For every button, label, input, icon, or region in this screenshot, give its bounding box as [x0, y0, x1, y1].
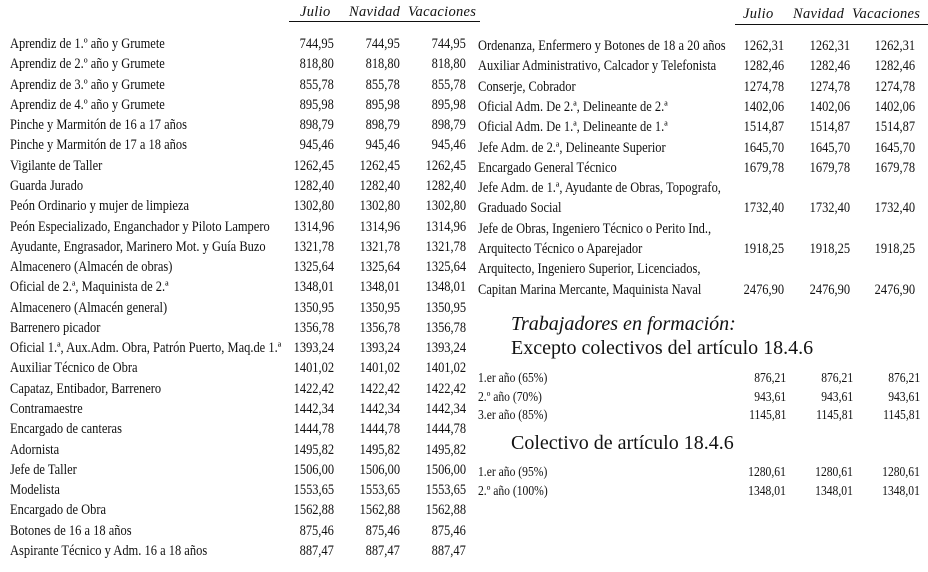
row-value: 1422,42 — [425, 380, 466, 397]
row-label: Ordenanza, Enfermero y Botones de 18 a 20 años — [478, 38, 726, 54]
row-label: Pinche y Marmitón de 16 a 17 años — [10, 117, 187, 134]
row-value: 895,98 — [299, 96, 334, 113]
row-label: Encargado General Técnico — [478, 159, 617, 176]
row-value: 1562,88 — [293, 502, 334, 519]
training-title: Trabajadores en formación: — [511, 313, 736, 335]
row-value: 1422,42 — [359, 380, 400, 397]
row-label: Aspirante Técnico y Adm. 16 a 18 años — [10, 543, 208, 559]
row-value: 1302,80 — [293, 198, 334, 215]
row-value: 945,46 — [365, 137, 400, 154]
row-value: 1282,40 — [425, 177, 466, 194]
row-value: 1282,40 — [359, 177, 400, 194]
row-label: Arquitecto Técnico o Aparejador — [478, 241, 643, 257]
row-value: 895,98 — [365, 96, 400, 113]
row-value: 1282,46 — [809, 58, 850, 75]
row-value: 1282,46 — [743, 58, 784, 75]
row-value: 1302,80 — [359, 198, 400, 215]
row-value: 887,47 — [365, 543, 400, 559]
row-label: Oficial Adm. De 2.ª, Delineante de 2.ª — [478, 98, 668, 115]
row-value: 855,78 — [431, 76, 466, 93]
row-value: 1350,95 — [359, 299, 400, 316]
row-value: 1321,78 — [293, 238, 334, 255]
row-value: 2476,90 — [874, 281, 915, 298]
row-value: 1442,34 — [359, 401, 400, 418]
section1-title: Excepto colectivos del artículo 18.4.6 — [511, 337, 814, 359]
row-value: 1302,80 — [425, 198, 466, 215]
row-value: 1282,46 — [874, 58, 915, 75]
training-row-label: 1.er año (65%) — [478, 370, 548, 385]
row-label: Ayudante, Engrasador, Marinero Mot. y Guía Buzo — [10, 238, 266, 255]
training-row-label: 1.er año (95%) — [478, 464, 548, 479]
row-value: 1401,02 — [293, 360, 334, 377]
training-row-value: 1348,01 — [882, 482, 920, 498]
row-value: 1325,64 — [425, 259, 466, 276]
header-navidad: Navidad — [349, 4, 401, 20]
row-value: 1321,78 — [359, 238, 400, 255]
row-value: 898,79 — [299, 117, 334, 134]
row-value: 1325,64 — [359, 259, 400, 276]
row-value: 1562,88 — [425, 502, 466, 519]
row-value: 1282,40 — [293, 177, 334, 194]
row-value: 1495,82 — [359, 441, 400, 458]
row-label: Jefe Adm. de 1.ª, Ayudante de Obras, Topografo, — [478, 180, 721, 197]
row-value: 1679,78 — [874, 159, 915, 176]
row-label: Aprendiz de 2.º año y Grumete — [10, 56, 165, 73]
row-value: 1314,96 — [425, 218, 466, 235]
row-label: Aprendiz de 4.º año y Grumete — [10, 96, 165, 113]
row-value: 1401,02 — [359, 360, 400, 377]
row-value: 1645,70 — [743, 139, 784, 156]
row-value: 1732,40 — [809, 200, 850, 217]
row-value: 1514,87 — [743, 119, 784, 136]
row-value: 744,95 — [365, 36, 400, 52]
row-value: 2476,90 — [743, 281, 784, 298]
row-value: 1444,78 — [293, 421, 334, 438]
row-value: 1262,31 — [743, 38, 784, 54]
training-row-value: 1280,61 — [748, 464, 786, 479]
training-row-value: 943,61 — [754, 388, 786, 404]
row-label: Peón Especializado, Enganchador y Piloto Lampero — [10, 218, 270, 235]
row-value: 1348,01 — [293, 279, 334, 296]
training-row-value: 1145,81 — [815, 407, 853, 422]
row-value: 1495,82 — [425, 441, 466, 458]
row-value: 1918,25 — [743, 241, 784, 257]
row-label: Auxiliar Administrativo, Calcador y Telefonista — [478, 58, 717, 75]
row-value: 1732,40 — [743, 200, 784, 217]
row-label: Modelista — [10, 482, 60, 499]
row-value: 875,46 — [365, 522, 400, 539]
header-julio: Julio — [743, 6, 774, 22]
header-vacaciones: Vacaciones — [408, 4, 477, 20]
row-value: 1402,06 — [809, 98, 850, 115]
training-row-value: 1348,01 — [748, 482, 786, 498]
row-value: 1393,24 — [359, 340, 400, 357]
row-value: 1350,95 — [425, 299, 466, 316]
row-label: Oficial Adm. De 1.ª, Delineante de 1.ª — [478, 119, 668, 136]
row-value: 2476,90 — [809, 281, 850, 298]
row-value: 898,79 — [431, 117, 466, 134]
row-value: 855,78 — [365, 76, 400, 93]
training-row-label: 2.º año (70%) — [478, 388, 542, 404]
row-value: 1645,70 — [874, 139, 915, 156]
row-value: 1356,78 — [425, 319, 466, 336]
row-label: Adornista — [10, 441, 60, 458]
row-label: Pinche y Marmitón de 17 a 18 años — [10, 137, 187, 154]
row-label: Oficial de 2.ª, Maquinista de 2.ª — [10, 279, 169, 296]
row-value: 1422,42 — [293, 380, 334, 397]
row-label: Graduado Social — [478, 200, 562, 217]
row-value: 1356,78 — [293, 319, 334, 336]
row-value: 1350,95 — [293, 299, 334, 316]
row-label: Almacenero (Almacén general) — [10, 299, 168, 316]
row-value: 1262,31 — [809, 38, 850, 54]
row-value: 1402,06 — [874, 98, 915, 115]
row-value: 744,95 — [299, 36, 334, 52]
row-value: 945,46 — [299, 137, 334, 154]
row-label: Peón Ordinario y mujer de limpieza — [10, 198, 190, 215]
header-rule — [289, 21, 480, 22]
row-value: 1645,70 — [809, 139, 850, 156]
row-value: 1514,87 — [874, 119, 915, 136]
row-label: Encargado de canteras — [10, 421, 122, 438]
section2-title: Colectivo de artículo 18.4.6 — [511, 432, 734, 454]
row-label: Capitan Marina Mercante, Maquinista Naval — [478, 281, 702, 298]
row-value: 887,47 — [431, 543, 466, 559]
row-value: 818,80 — [431, 56, 466, 73]
row-value: 1506,00 — [359, 461, 400, 478]
row-value: 1506,00 — [293, 461, 334, 478]
row-value: 1356,78 — [359, 319, 400, 336]
header-navidad: Navidad — [793, 6, 845, 22]
row-label: Jefe Adm. de 2.ª, Delineante Superior — [478, 139, 666, 156]
training-row-value: 1280,61 — [815, 464, 853, 479]
row-value: 1314,96 — [359, 218, 400, 235]
row-label: Contramaestre — [10, 401, 83, 418]
row-label: Auxiliar Técnico de Obra — [10, 360, 138, 377]
row-value: 1402,06 — [743, 98, 784, 115]
header-rule — [735, 24, 928, 25]
training-row-value: 876,21 — [821, 370, 853, 385]
training-row-value: 1145,81 — [748, 407, 786, 422]
row-value: 1442,34 — [425, 401, 466, 418]
row-label: Conserje, Cobrador — [478, 78, 576, 95]
row-value: 895,98 — [431, 96, 466, 113]
training-row-value: 1280,61 — [882, 464, 920, 479]
row-value: 1401,02 — [425, 360, 466, 377]
row-value: 1553,65 — [293, 482, 334, 499]
row-value: 1553,65 — [425, 482, 466, 499]
training-row-value: 1348,01 — [815, 482, 853, 498]
row-value: 1321,78 — [425, 238, 466, 255]
training-row-value: 876,21 — [754, 370, 786, 385]
row-value: 1262,45 — [293, 157, 334, 174]
header-julio: Julio — [300, 4, 331, 20]
row-value: 1514,87 — [809, 119, 850, 136]
row-value: 818,80 — [299, 56, 334, 73]
row-value: 1262,45 — [425, 157, 466, 174]
row-value: 1274,78 — [874, 78, 915, 95]
row-label: Aprendiz de 3.º año y Grumete — [10, 76, 165, 93]
row-label: Vigilante de Taller — [10, 157, 103, 174]
row-value: 1442,34 — [293, 401, 334, 418]
row-label: Almacenero (Almacén de obras) — [10, 259, 173, 276]
row-label: Botones de 16 a 18 años — [10, 522, 132, 539]
row-value: 744,95 — [431, 36, 466, 52]
row-value: 1393,24 — [425, 340, 466, 357]
row-label: Barrenero picador — [10, 319, 101, 336]
row-value: 1562,88 — [359, 502, 400, 519]
row-value: 1495,82 — [293, 441, 334, 458]
training-row-label: 3.er año (85%) — [478, 407, 548, 422]
training-row-value: 876,21 — [888, 370, 920, 385]
row-value: 855,78 — [299, 76, 334, 93]
row-value: 1348,01 — [425, 279, 466, 296]
training-row-value: 943,61 — [821, 388, 853, 404]
row-value: 1732,40 — [874, 200, 915, 217]
row-value: 1918,25 — [874, 241, 915, 257]
row-label: Guarda Jurado — [10, 177, 84, 194]
header-vacaciones: Vacaciones — [852, 6, 921, 22]
row-label: Encargado de Obra — [10, 502, 107, 519]
row-label: Aprendiz de 1.º año y Grumete — [10, 36, 165, 52]
training-row-value: 1145,81 — [882, 407, 920, 422]
row-value: 1393,24 — [293, 340, 334, 357]
row-value: 1918,25 — [809, 241, 850, 257]
row-value: 1262,45 — [359, 157, 400, 174]
row-value: 1553,65 — [359, 482, 400, 499]
row-value: 887,47 — [299, 543, 334, 559]
training-row-value: 943,61 — [888, 388, 920, 404]
row-value: 945,46 — [431, 137, 466, 154]
row-value: 1444,78 — [359, 421, 400, 438]
row-value: 1274,78 — [809, 78, 850, 95]
row-value: 875,46 — [299, 522, 334, 539]
row-value: 818,80 — [365, 56, 400, 73]
row-value: 1262,31 — [874, 38, 915, 54]
row-value: 1314,96 — [293, 218, 334, 235]
row-label: Oficial 1.ª, Aux.Adm. Obra, Patrón Puerto, Maq.de 1.ª — [10, 340, 282, 357]
row-value: 1506,00 — [425, 461, 466, 478]
row-value: 1679,78 — [743, 159, 784, 176]
row-value: 1274,78 — [743, 78, 784, 95]
row-value: 898,79 — [365, 117, 400, 134]
row-label: Jefe de Taller — [10, 461, 77, 478]
row-label: Capataz, Entibador, Barrenero — [10, 380, 162, 397]
row-label: Arquitecto, Ingeniero Superior, Licenciados, — [478, 261, 701, 278]
row-value: 1325,64 — [293, 259, 334, 276]
training-row-label: 2.º año (100%) — [478, 482, 548, 498]
row-value: 1679,78 — [809, 159, 850, 176]
row-value: 875,46 — [431, 522, 466, 539]
row-value: 1348,01 — [359, 279, 400, 296]
row-label: Jefe de Obras, Ingeniero Técnico o Perito Ind., — [478, 220, 712, 237]
row-value: 1444,78 — [425, 421, 466, 438]
